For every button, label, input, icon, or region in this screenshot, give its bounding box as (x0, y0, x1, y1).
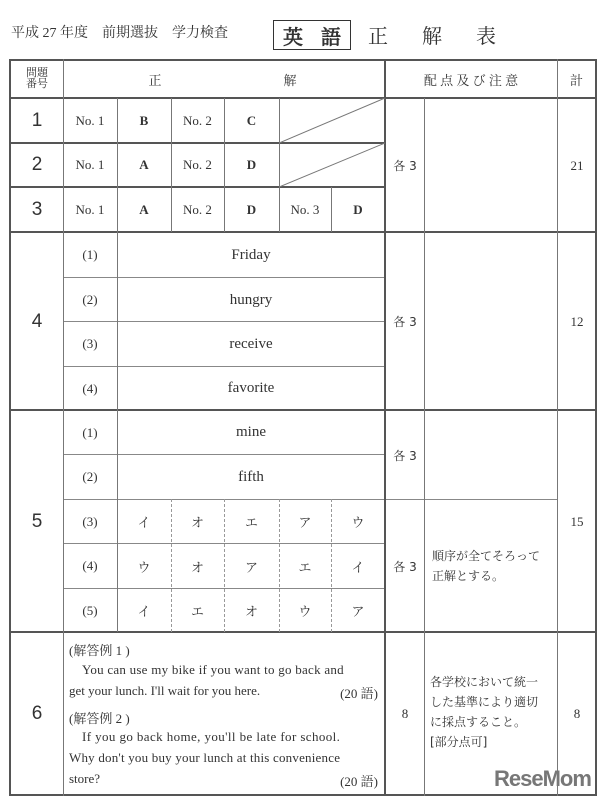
answer-cell: favorite (227, 380, 275, 396)
total: 21 (570, 157, 584, 173)
scoring-note: 順序が全てそろって正解とする。 (432, 549, 541, 583)
answer-cell: ア (351, 604, 365, 619)
subject-char: 語 (321, 24, 341, 49)
item-label: (4) (82, 380, 98, 396)
points: 各 3 (393, 315, 417, 329)
answer-cell: B (139, 113, 149, 128)
subject-char: 英 (283, 24, 303, 49)
answer-cell: D (246, 202, 257, 217)
note-line: した基準により適切 (430, 695, 539, 709)
answer-cell: No. 2 (183, 113, 212, 128)
answer-cell: Friday (231, 246, 271, 263)
answer-cell: receive (229, 335, 273, 352)
question-number: 5 (31, 510, 43, 532)
col-answer-left: 正 (148, 72, 162, 88)
col-total: 計 (569, 72, 583, 88)
answer-cell: ア (244, 559, 258, 575)
answer-cell: ウ (298, 604, 312, 619)
item-label: (1) (82, 247, 98, 262)
points: 各 3 (393, 159, 417, 173)
total: 12 (570, 313, 584, 329)
answer-cell: hungry (229, 291, 273, 308)
word-count: (20 語) (340, 686, 378, 701)
answer-cell: No. 1 (75, 202, 105, 217)
note-line: に採点すること。 (430, 715, 527, 729)
answer-cell: イ (351, 559, 365, 575)
answer-cell: イ (137, 515, 151, 530)
word-count: (20 語) (340, 774, 378, 789)
points: 8 (401, 705, 409, 721)
item-label: (1) (82, 424, 98, 440)
answer-cell: ウ (351, 515, 365, 530)
answer-cell: A (139, 202, 149, 217)
heading-char: 表 (476, 24, 496, 48)
sample-line: Why don't you buy your lunch at this convenience (69, 750, 341, 765)
question-number: 1 (31, 110, 43, 131)
points: 各 3 (393, 448, 417, 463)
item-label: (3) (82, 336, 98, 351)
answer-cell: No. 1 (75, 113, 105, 128)
sample-line: You can use my bike if you want to go back and (82, 662, 344, 677)
sample-label: (解答例 2 ) (69, 711, 130, 726)
subject-box (273, 20, 351, 50)
answer-cell: エ (244, 515, 258, 530)
answer-cell: オ (190, 515, 204, 530)
resemom-watermark-logo: ReseMom (494, 766, 591, 791)
answer-cell: エ (298, 559, 312, 575)
answer-cell: イ (137, 604, 151, 619)
heading-char: 解 (422, 24, 442, 48)
answer-cell: No. 2 (183, 157, 212, 172)
answer-cell: オ (244, 604, 258, 619)
points: 各 3 (393, 559, 417, 574)
answer-cell: C (246, 113, 257, 128)
answer-cell: D (246, 157, 257, 172)
col-answer-right: 解 (283, 72, 297, 88)
item-label: (2) (82, 292, 98, 307)
answer-cell: No. 2 (183, 202, 212, 217)
heading-char: 正 (368, 24, 388, 48)
answer-cell: fifth (238, 468, 264, 485)
sample-line: If you go back home, you'll be late for school. (82, 729, 341, 744)
exam-title: 平成 27 年度 前期選抜 学力検査 (11, 26, 228, 41)
answer-cell: No. 3 (290, 202, 320, 217)
note-line: [部分点可] (430, 735, 488, 749)
item-label: (3) (82, 513, 98, 529)
heading-answer-table (368, 20, 530, 49)
answer-cell: ウ (137, 559, 151, 575)
answer-cell: No. 1 (75, 157, 105, 172)
scoring-note (430, 672, 556, 752)
sample-label: (解答例 1 ) (69, 643, 130, 658)
answer-cell: エ (190, 604, 204, 619)
answer-cell: ア (298, 515, 312, 530)
item-label: (2) (82, 469, 98, 484)
sample-line: store? (69, 771, 101, 786)
col-question-no: 問題番号 (26, 67, 48, 90)
answer-cell: オ (190, 559, 204, 575)
total: 8 (573, 705, 581, 721)
answer-cell: mine (236, 424, 266, 440)
question-number: 4 (31, 310, 43, 332)
total: 15 (570, 513, 584, 529)
sample-line: get your lunch. I'll wait for you here. (69, 683, 261, 698)
question-number: 3 (31, 199, 43, 220)
item-label: (5) (82, 602, 98, 618)
diagonal-strike (279, 98, 385, 188)
item-label: (4) (82, 558, 98, 573)
question-number: 6 (31, 702, 43, 724)
answer-cell: D (353, 202, 363, 217)
question-number: 2 (31, 154, 43, 175)
answer-cell: A (139, 157, 149, 172)
col-points-notes: 配 点 及 び 注 意 (423, 72, 519, 88)
note-line: 各学校において統一 (430, 675, 539, 689)
